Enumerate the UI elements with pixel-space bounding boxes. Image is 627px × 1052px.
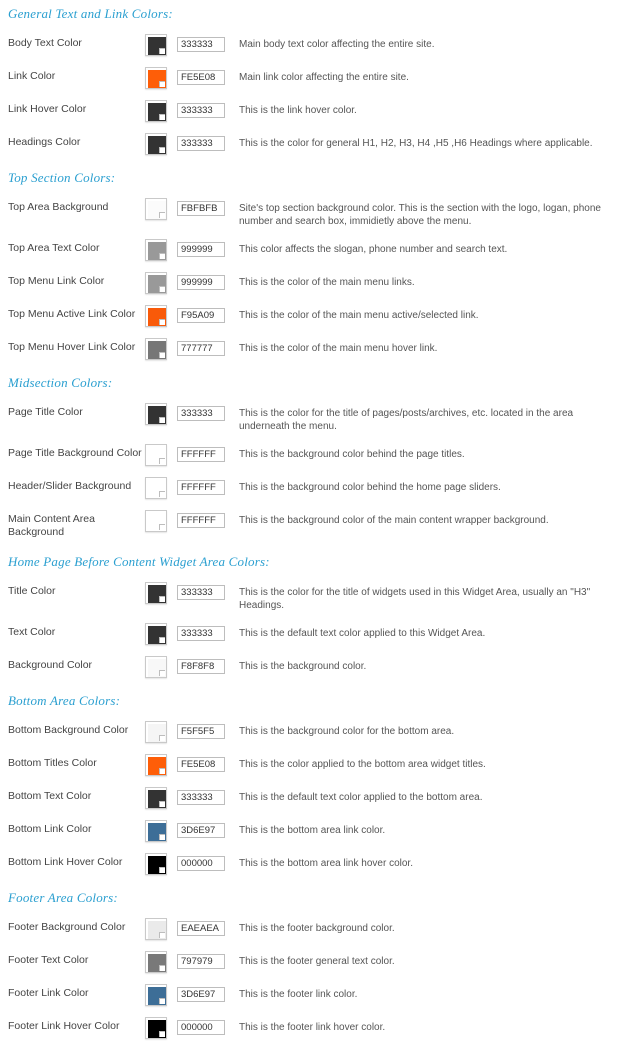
color-swatch-button[interactable] bbox=[145, 403, 167, 425]
color-option-label: Footer Link Color bbox=[8, 987, 89, 999]
hex-value-input[interactable] bbox=[177, 480, 225, 495]
color-swatch-button[interactable] bbox=[145, 477, 167, 499]
color-option-row bbox=[0, 847, 627, 880]
color-picker-corner-icon bbox=[159, 491, 165, 497]
color-option-description: This is the link hover color. bbox=[239, 105, 357, 116]
color-picker-corner-icon bbox=[159, 637, 165, 643]
color-option-description: Site's top section background color. This is the section with the logo, logan, phone number and search box, immidietly above the menu. bbox=[239, 203, 601, 227]
color-swatch-wrapper bbox=[145, 720, 173, 743]
color-option-description: This is the background color. bbox=[239, 661, 367, 672]
color-swatch-wrapper bbox=[145, 443, 173, 466]
color-option-description: This is the bottom area link color. bbox=[239, 825, 386, 836]
color-picker-corner-icon bbox=[159, 965, 165, 971]
color-swatch-button[interactable] bbox=[145, 582, 167, 604]
hex-value-input[interactable] bbox=[177, 856, 225, 871]
color-option-row bbox=[0, 504, 627, 544]
color-swatch-wrapper bbox=[145, 402, 173, 425]
color-swatch-wrapper bbox=[145, 917, 173, 940]
color-option-label: Top Menu Link Color bbox=[8, 275, 105, 287]
color-option-label: Footer Text Color bbox=[8, 954, 89, 966]
color-swatch-wrapper bbox=[145, 786, 173, 809]
color-option-row bbox=[0, 617, 627, 650]
color-swatch-button[interactable] bbox=[145, 754, 167, 776]
color-picker-corner-icon bbox=[159, 286, 165, 292]
color-swatch-wrapper bbox=[145, 99, 173, 122]
color-picker-corner-icon bbox=[159, 147, 165, 153]
color-option-row bbox=[0, 61, 627, 94]
color-option-description: This is the background color behind the page titles. bbox=[239, 449, 465, 460]
hex-value-input[interactable] bbox=[177, 447, 225, 462]
color-option-label: Bottom Link Hover Color bbox=[8, 856, 123, 868]
color-option-description: This color affects the slogan, phone number and search text. bbox=[239, 244, 508, 255]
color-option-description: This is the color of the main menu active/selected link. bbox=[239, 310, 479, 321]
color-option-row bbox=[0, 1011, 627, 1044]
hex-value-input[interactable] bbox=[177, 790, 225, 805]
hex-value-input[interactable] bbox=[177, 626, 225, 641]
color-option-row bbox=[0, 94, 627, 127]
color-swatch-wrapper bbox=[145, 271, 173, 294]
color-picker-corner-icon bbox=[159, 768, 165, 774]
color-picker-corner-icon bbox=[159, 867, 165, 873]
color-swatch-button[interactable] bbox=[145, 198, 167, 220]
color-swatch-wrapper bbox=[145, 1016, 173, 1039]
options-section bbox=[0, 0, 627, 160]
color-swatch-button[interactable] bbox=[145, 918, 167, 940]
color-option-label: Title Color bbox=[8, 585, 56, 597]
color-option-label: Footer Link Hover Color bbox=[8, 1020, 120, 1032]
hex-value-input[interactable] bbox=[177, 275, 225, 290]
hex-value-input[interactable] bbox=[177, 987, 225, 1002]
color-option-row bbox=[0, 814, 627, 847]
color-option-label: Main Content Area Background bbox=[8, 513, 95, 538]
options-section bbox=[0, 160, 627, 365]
color-option-label: Bottom Background Color bbox=[8, 724, 129, 736]
color-option-description: This is the color for the title of widgets used in this Widget Area, usually an "H3" Headings. bbox=[239, 587, 591, 611]
color-option-row bbox=[0, 715, 627, 748]
color-picker-corner-icon bbox=[159, 114, 165, 120]
hex-value-input[interactable] bbox=[177, 242, 225, 257]
color-option-row bbox=[0, 945, 627, 978]
color-option-label: Bottom Titles Color bbox=[8, 757, 97, 769]
color-swatch-wrapper bbox=[145, 197, 173, 220]
color-swatch-wrapper bbox=[145, 655, 173, 678]
color-picker-corner-icon bbox=[159, 48, 165, 54]
options-section bbox=[0, 544, 627, 683]
color-swatch-button[interactable] bbox=[145, 34, 167, 56]
hex-value-input[interactable] bbox=[177, 1020, 225, 1035]
color-option-row bbox=[0, 978, 627, 1011]
color-swatch-button[interactable] bbox=[145, 656, 167, 678]
color-swatch-wrapper bbox=[145, 950, 173, 973]
section-heading: Top Section Colors: bbox=[8, 170, 116, 185]
color-swatch-button[interactable] bbox=[145, 305, 167, 327]
color-option-label: Bottom Text Color bbox=[8, 790, 92, 802]
hex-value-input[interactable] bbox=[177, 823, 225, 838]
color-swatch-wrapper bbox=[145, 581, 173, 604]
color-picker-corner-icon bbox=[159, 801, 165, 807]
color-swatch-button[interactable] bbox=[145, 721, 167, 743]
color-option-label: Top Menu Hover Link Color bbox=[8, 341, 136, 353]
color-swatch-wrapper bbox=[145, 983, 173, 1006]
color-picker-corner-icon bbox=[159, 834, 165, 840]
color-swatch-button[interactable] bbox=[145, 67, 167, 89]
color-swatch-button[interactable] bbox=[145, 133, 167, 155]
section-heading: Bottom Area Colors: bbox=[8, 693, 121, 708]
color-swatch-button[interactable] bbox=[145, 1017, 167, 1039]
color-swatch-wrapper bbox=[145, 33, 173, 56]
color-option-row bbox=[0, 912, 627, 945]
color-option-row bbox=[0, 781, 627, 814]
color-option-row bbox=[0, 576, 627, 617]
color-swatch-wrapper bbox=[145, 238, 173, 261]
color-option-row bbox=[0, 28, 627, 61]
color-option-description: Main link color affecting the entire site. bbox=[239, 72, 409, 83]
hex-value-input[interactable] bbox=[177, 921, 225, 936]
color-option-row bbox=[0, 438, 627, 471]
options-section bbox=[0, 880, 627, 1044]
color-option-label: Header/Slider Background bbox=[8, 480, 132, 492]
color-picker-corner-icon bbox=[159, 458, 165, 464]
color-option-description: This is the footer general text color. bbox=[239, 956, 395, 967]
color-option-row bbox=[0, 127, 627, 160]
hex-value-input[interactable] bbox=[177, 103, 225, 118]
color-option-label: Headings Color bbox=[8, 136, 81, 148]
color-option-label: Footer Background Color bbox=[8, 921, 126, 933]
color-option-row bbox=[0, 332, 627, 365]
color-swatch-button[interactable] bbox=[145, 853, 167, 875]
color-option-label: Text Color bbox=[8, 626, 56, 638]
color-picker-corner-icon bbox=[159, 352, 165, 358]
color-swatch-button[interactable] bbox=[145, 951, 167, 973]
hex-value-input[interactable] bbox=[177, 724, 225, 739]
color-swatch-wrapper bbox=[145, 852, 173, 875]
hex-value-input[interactable] bbox=[177, 954, 225, 969]
color-option-description: This is the background color of the main content wrapper background. bbox=[239, 515, 549, 526]
color-swatch-button[interactable] bbox=[145, 100, 167, 122]
color-option-label: Background Color bbox=[8, 659, 93, 671]
hex-value-input[interactable] bbox=[177, 406, 225, 421]
color-swatch-button[interactable] bbox=[145, 787, 167, 809]
color-swatch-wrapper bbox=[145, 337, 173, 360]
hex-value-input[interactable] bbox=[177, 37, 225, 52]
color-picker-corner-icon bbox=[159, 998, 165, 1004]
color-option-label: Link Color bbox=[8, 70, 56, 82]
color-option-row bbox=[0, 299, 627, 332]
color-option-label: Link Hover Color bbox=[8, 103, 87, 115]
color-option-description: This is the color applied to the bottom area widget titles. bbox=[239, 759, 486, 770]
color-swatch-wrapper bbox=[145, 476, 173, 499]
color-option-description: This is the footer link hover color. bbox=[239, 1022, 386, 1033]
section-heading: Midsection Colors: bbox=[8, 375, 113, 390]
color-picker-corner-icon bbox=[159, 932, 165, 938]
color-option-label: Top Menu Active Link Color bbox=[8, 308, 136, 320]
color-swatch-wrapper bbox=[145, 66, 173, 89]
section-heading: General Text and Link Colors: bbox=[8, 6, 173, 21]
color-option-description: This is the bottom area link hover color. bbox=[239, 858, 413, 869]
color-picker-corner-icon bbox=[159, 319, 165, 325]
color-picker-corner-icon bbox=[159, 735, 165, 741]
color-picker-corner-icon bbox=[159, 81, 165, 87]
color-swatch-wrapper bbox=[145, 509, 173, 532]
section-heading: Footer Area Colors: bbox=[8, 890, 118, 905]
color-option-label: Page Title Background Color bbox=[8, 447, 142, 459]
color-swatch-wrapper bbox=[145, 753, 173, 776]
color-option-row bbox=[0, 233, 627, 266]
hex-value-input[interactable] bbox=[177, 70, 225, 85]
color-swatch-button[interactable] bbox=[145, 984, 167, 1006]
color-swatch-button[interactable] bbox=[145, 623, 167, 645]
hex-value-input[interactable] bbox=[177, 757, 225, 772]
section-heading: Home Page Before Content Widget Area Colors: bbox=[8, 554, 270, 569]
color-swatch-button[interactable] bbox=[145, 820, 167, 842]
color-swatch-button[interactable] bbox=[145, 338, 167, 360]
color-swatch-wrapper bbox=[145, 132, 173, 155]
color-option-description: This is the background color behind the home page sliders. bbox=[239, 482, 501, 493]
color-option-description: Main body text color affecting the entire site. bbox=[239, 39, 435, 50]
color-swatch-button[interactable] bbox=[145, 272, 167, 294]
hex-value-input[interactable] bbox=[177, 585, 225, 600]
hex-value-input[interactable] bbox=[177, 341, 225, 356]
color-swatch-wrapper bbox=[145, 819, 173, 842]
color-picker-corner-icon bbox=[159, 253, 165, 259]
options-section bbox=[0, 365, 627, 544]
color-option-description: This is the footer link color. bbox=[239, 989, 358, 1000]
color-picker-corner-icon bbox=[159, 524, 165, 530]
color-option-description: This is the color for the title of pages/posts/archives, etc. located in the area underneath the menu. bbox=[239, 408, 574, 432]
color-option-label: Body Text Color bbox=[8, 37, 82, 49]
color-option-row bbox=[0, 397, 627, 438]
hex-value-input[interactable] bbox=[177, 201, 225, 216]
color-option-label: Top Area Text Color bbox=[8, 242, 100, 254]
color-picker-corner-icon bbox=[159, 1031, 165, 1037]
color-swatch-wrapper bbox=[145, 304, 173, 327]
color-option-row bbox=[0, 650, 627, 683]
color-option-row bbox=[0, 471, 627, 504]
color-option-description: This is the default text color applied to the bottom area. bbox=[239, 792, 483, 803]
color-option-description: This is the color for general H1, H2, H3, H4 ,H5 ,H6 Headings where applicable. bbox=[239, 138, 593, 149]
color-option-description: This is the color of the main menu hover link. bbox=[239, 343, 438, 354]
color-swatch-button[interactable] bbox=[145, 510, 167, 532]
color-option-row bbox=[0, 748, 627, 781]
color-option-description: This is the default text color applied to this Widget Area. bbox=[239, 628, 486, 639]
color-option-label: Page Title Color bbox=[8, 406, 83, 418]
color-option-label: Top Area Background bbox=[8, 201, 109, 213]
color-picker-corner-icon bbox=[159, 596, 165, 602]
color-swatch-button[interactable] bbox=[145, 444, 167, 466]
color-swatch-wrapper bbox=[145, 622, 173, 645]
options-section bbox=[0, 683, 627, 880]
color-swatch-button[interactable] bbox=[145, 239, 167, 261]
color-option-row bbox=[0, 192, 627, 233]
hex-value-input[interactable] bbox=[177, 659, 225, 674]
hex-value-input[interactable] bbox=[177, 308, 225, 323]
hex-value-input[interactable] bbox=[177, 136, 225, 151]
color-picker-corner-icon bbox=[159, 670, 165, 676]
color-picker-corner-icon bbox=[159, 417, 165, 423]
color-option-row bbox=[0, 266, 627, 299]
color-picker-corner-icon bbox=[159, 212, 165, 218]
color-option-label: Bottom Link Color bbox=[8, 823, 92, 835]
hex-value-input[interactable] bbox=[177, 513, 225, 528]
color-option-description: This is the background color for the bottom area. bbox=[239, 726, 455, 737]
color-option-description: This is the footer background color. bbox=[239, 923, 395, 934]
color-option-description: This is the color of the main menu links. bbox=[239, 277, 415, 288]
